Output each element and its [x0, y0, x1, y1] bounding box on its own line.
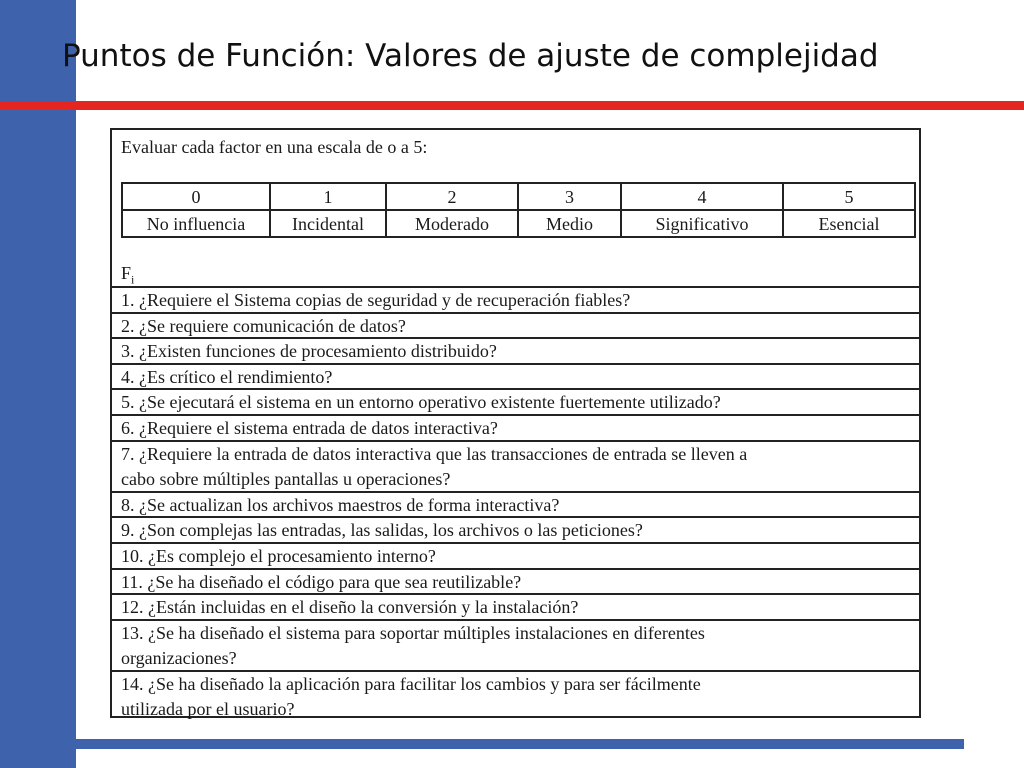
- scale-value: 0: [122, 183, 270, 210]
- question-text: 5. ¿Se ejecutará el sistema en un entorno operativo existente fuertemente utilizado?: [121, 392, 721, 413]
- question-row: [112, 388, 919, 415]
- scale-value: 4: [621, 183, 783, 210]
- question-text: 3. ¿Existen funciones de procesamiento distribuido?: [121, 341, 497, 362]
- question-text: 7. ¿Requiere la entrada de datos interactiva que las transacciones de entrada se lleven a: [121, 443, 748, 464]
- question-row: [112, 619, 919, 671]
- scale-label: No influencia: [122, 210, 270, 237]
- scale-value: 5: [783, 183, 915, 210]
- question-row: [112, 363, 919, 390]
- scale-value: 2: [386, 183, 518, 210]
- question-row: [112, 286, 919, 313]
- scale-value: 3: [518, 183, 621, 210]
- scanned-table: [110, 128, 921, 718]
- question-row: [112, 670, 919, 722]
- title-divider: [0, 101, 1024, 110]
- scale-labels-row: [122, 210, 915, 237]
- rating-scale-table: [121, 182, 916, 238]
- scale-values-row: [122, 183, 915, 210]
- factor-subscript: i: [131, 272, 135, 287]
- question-text: cabo sobre múltiples pantallas u operaciones?: [121, 468, 451, 489]
- question-text: 1. ¿Requiere el Sistema copias de seguridad y de recuperación fiables?: [121, 290, 631, 310]
- question-row: [112, 542, 919, 569]
- question-row: [112, 516, 919, 543]
- scale-label: Significativo: [621, 210, 783, 237]
- left-accent-bar: [0, 0, 76, 768]
- scale-label: Medio: [518, 210, 621, 237]
- scale-label: Moderado: [386, 210, 518, 237]
- question-row: [112, 337, 919, 364]
- question-text: 12. ¿Están incluidas en el diseño la conversión y la instalación?: [121, 597, 579, 618]
- question-text: 14. ¿Se ha diseñado la aplicación para facilitar los cambios y para ser fácilmente: [121, 674, 701, 694]
- question-row: [112, 312, 919, 339]
- question-text: 4. ¿Es crítico el rendimiento?: [121, 366, 333, 387]
- scale-value: 1: [270, 183, 386, 210]
- question-text: 2. ¿Se requiere comunicación de datos?: [121, 315, 406, 336]
- question-row: [112, 593, 919, 620]
- slide-title: Puntos de Función: Valores de ajuste de complejidad: [62, 38, 879, 74]
- scale-instruction: Evaluar cada factor en una escala de o a 5:: [121, 137, 428, 157]
- factor-label: F: [121, 263, 132, 283]
- question-text: 8. ¿Se actualizan los archivos maestros de forma interactiva?: [121, 494, 560, 515]
- question-text: 9. ¿Son complejas las entradas, las salidas, los archivos o las peticiones?: [121, 520, 643, 541]
- question-text: 13. ¿Se ha diseñado el sistema para soportar múltiples instalaciones en diferentes: [121, 622, 705, 643]
- question-row: [112, 414, 919, 441]
- question-text: 6. ¿Requiere el sistema entrada de datos interactiva?: [121, 418, 498, 438]
- scale-label: Esencial: [783, 210, 915, 237]
- question-text: utilizada por el usuario?: [121, 699, 295, 719]
- question-row: [112, 440, 919, 492]
- question-row: [112, 491, 919, 518]
- bottom-accent-bar: [76, 739, 964, 749]
- question-text: 11. ¿Se ha diseñado el código para que sea reutilizable?: [121, 571, 522, 592]
- factor-heading: [121, 263, 134, 288]
- question-text: 10. ¿Es complejo el procesamiento interno?: [121, 546, 436, 566]
- question-text: organizaciones?: [121, 647, 237, 668]
- question-row: [112, 568, 919, 595]
- scale-label: Incidental: [270, 210, 386, 237]
